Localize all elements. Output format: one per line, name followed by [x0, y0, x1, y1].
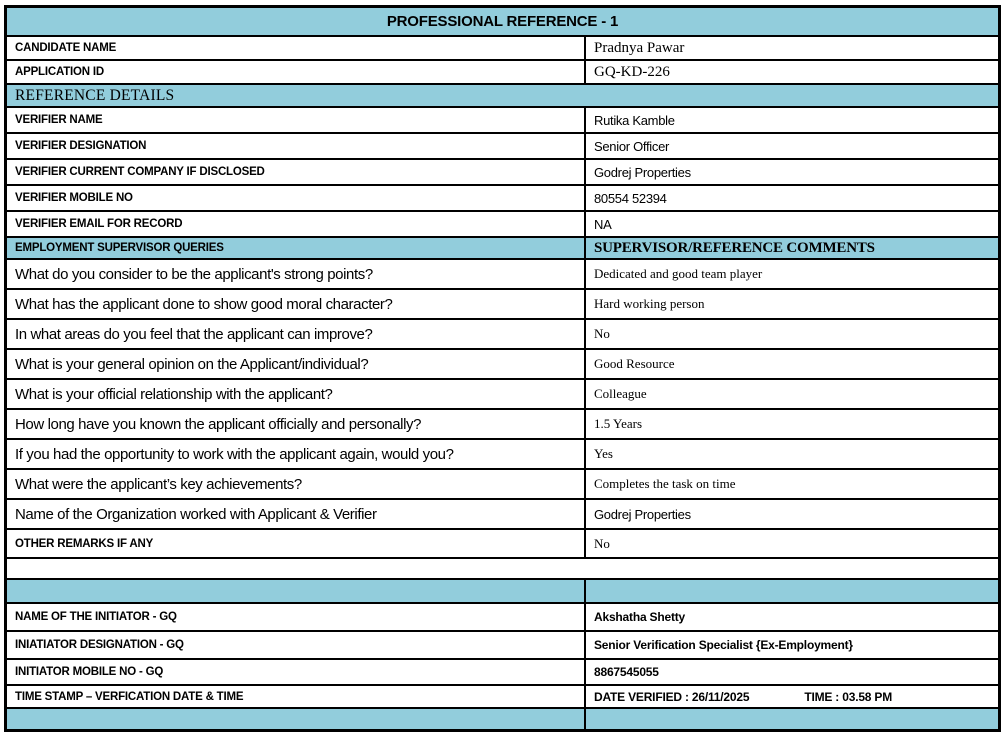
q-official-relationship-row [7, 380, 998, 410]
divider-bar-left [7, 580, 584, 602]
verifier-mobile-label: VERIFIER MOBILE NO [15, 192, 133, 204]
verifier-company-label: VERIFIER CURRENT COMPANY IF DISCLOSED [15, 166, 265, 178]
q-general-opinion-row [7, 350, 998, 380]
queries-header-value: SUPERVISOR/REFERENCE COMMENTS [584, 238, 998, 258]
spacer [7, 559, 998, 578]
initiator-name-value: Akshatha Shetty [584, 604, 998, 630]
q-organization-worked-value: Godrej Properties [584, 500, 998, 528]
q-key-achievements-label: What were the applicant’s key achievements? [15, 475, 302, 493]
q-duration-known-label: How long have you known the applicant officially and personally? [15, 415, 422, 433]
q-moral-character-label: What has the applicant done to show good moral character? [15, 295, 393, 313]
other-remarks-label: OTHER REMARKS IF ANY [15, 537, 154, 550]
verification-time: TIME : 03.58 PM [804, 689, 893, 704]
initiator-name-row [7, 604, 998, 632]
initiator-designation-row [7, 632, 998, 660]
professional-reference-table [4, 5, 1001, 732]
q-organization-worked-label: Name of the Organization worked with Applicant & Verifier [15, 505, 377, 523]
q-moral-character-row [7, 290, 998, 320]
verifier-mobile-row [7, 186, 998, 212]
reference-details-section-row [7, 85, 998, 108]
reference-details-section: REFERENCE DETAILS [7, 85, 998, 106]
q-duration-known-value: 1.5 Years [584, 410, 998, 438]
q-work-again-row [7, 440, 998, 470]
q-duration-known-row [7, 410, 998, 440]
timestamp-row [7, 686, 998, 709]
verifier-name-row [7, 108, 998, 134]
verifier-designation-value: Senior Officer [584, 134, 998, 158]
candidate-name-label: CANDIDATE NAME [15, 42, 117, 54]
q-work-again-value: Yes [584, 440, 998, 468]
verifier-email-row [7, 212, 998, 238]
verifier-name-value: Rutika Kamble [584, 108, 998, 132]
verifier-company-row [7, 160, 998, 186]
timestamp-value [584, 686, 998, 707]
q-moral-character-value: Hard working person [584, 290, 998, 318]
q-improvement-areas-value: No [584, 320, 998, 348]
q-key-achievements-value: Completes the task on time [584, 470, 998, 498]
q-general-opinion-label: What is your general opinion on the Applicant/individual? [15, 355, 369, 373]
application-id-value: GQ-KD-226 [584, 61, 998, 83]
other-remarks-row [7, 530, 998, 559]
verifier-email-label: VERIFIER EMAIL FOR RECORD [15, 218, 183, 230]
application-id-row [7, 61, 998, 85]
footer-bar-left [7, 709, 584, 729]
queries-header-row [7, 238, 998, 260]
q-improvement-areas-label: In what areas do you feel that the applicant can improve? [15, 325, 373, 343]
initiator-mobile-row [7, 660, 998, 686]
verifier-name-label: VERIFIER NAME [15, 114, 103, 126]
initiator-designation-label: INIATIATOR DESIGNATION - GQ [15, 639, 184, 651]
candidate-name-row [7, 37, 998, 61]
verifier-company-value: Godrej Properties [584, 160, 998, 184]
q-work-again-label: If you had the opportunity to work with the applicant again, would you? [15, 445, 454, 463]
q-key-achievements-row [7, 470, 998, 500]
queries-header-label: EMPLOYMENT SUPERVISOR QUERIES [7, 238, 584, 258]
candidate-name-value: Pradnya Pawar [584, 37, 998, 59]
q-strong-points-value: Dedicated and good team player [584, 260, 998, 288]
timestamp-label: TIME STAMP – VERFICATION DATE & TIME [15, 690, 244, 703]
other-remarks-value: No [584, 530, 998, 557]
q-strong-points-label: What do you consider to be the applicant's strong points? [15, 265, 373, 283]
q-official-relationship-value: Colleague [584, 380, 998, 408]
divider-bar-row [7, 580, 998, 604]
form-title: PROFESSIONAL REFERENCE - 1 [7, 8, 998, 35]
initiator-mobile-value: 8867545055 [584, 660, 998, 684]
verification-date: DATE VERIFIED : 26/11/2025 [594, 689, 750, 704]
divider-bar-right [584, 580, 998, 602]
verifier-email-value: NA [584, 212, 998, 236]
q-strong-points-row [7, 260, 998, 290]
initiator-mobile-label: INITIATOR MOBILE NO - GQ [15, 666, 164, 678]
verifier-mobile-value: 80554 52394 [584, 186, 998, 210]
form-title-row [7, 8, 998, 37]
footer-bar-row [7, 709, 998, 729]
application-id-label: APPLICATION ID [15, 66, 104, 78]
verifier-designation-label: VERIFIER DESIGNATION [15, 140, 147, 152]
spacer-row [7, 559, 998, 580]
initiator-designation-value: Senior Verification Specialist {Ex-Employment} [584, 632, 998, 658]
footer-bar-right [584, 709, 998, 729]
q-organization-worked-row [7, 500, 998, 530]
initiator-name-label: NAME OF THE INITIATOR - GQ [15, 611, 177, 623]
q-official-relationship-label: What is your official relationship with the applicant? [15, 385, 333, 403]
verifier-designation-row [7, 134, 998, 160]
q-improvement-areas-row [7, 320, 998, 350]
q-general-opinion-value: Good Resource [584, 350, 998, 378]
